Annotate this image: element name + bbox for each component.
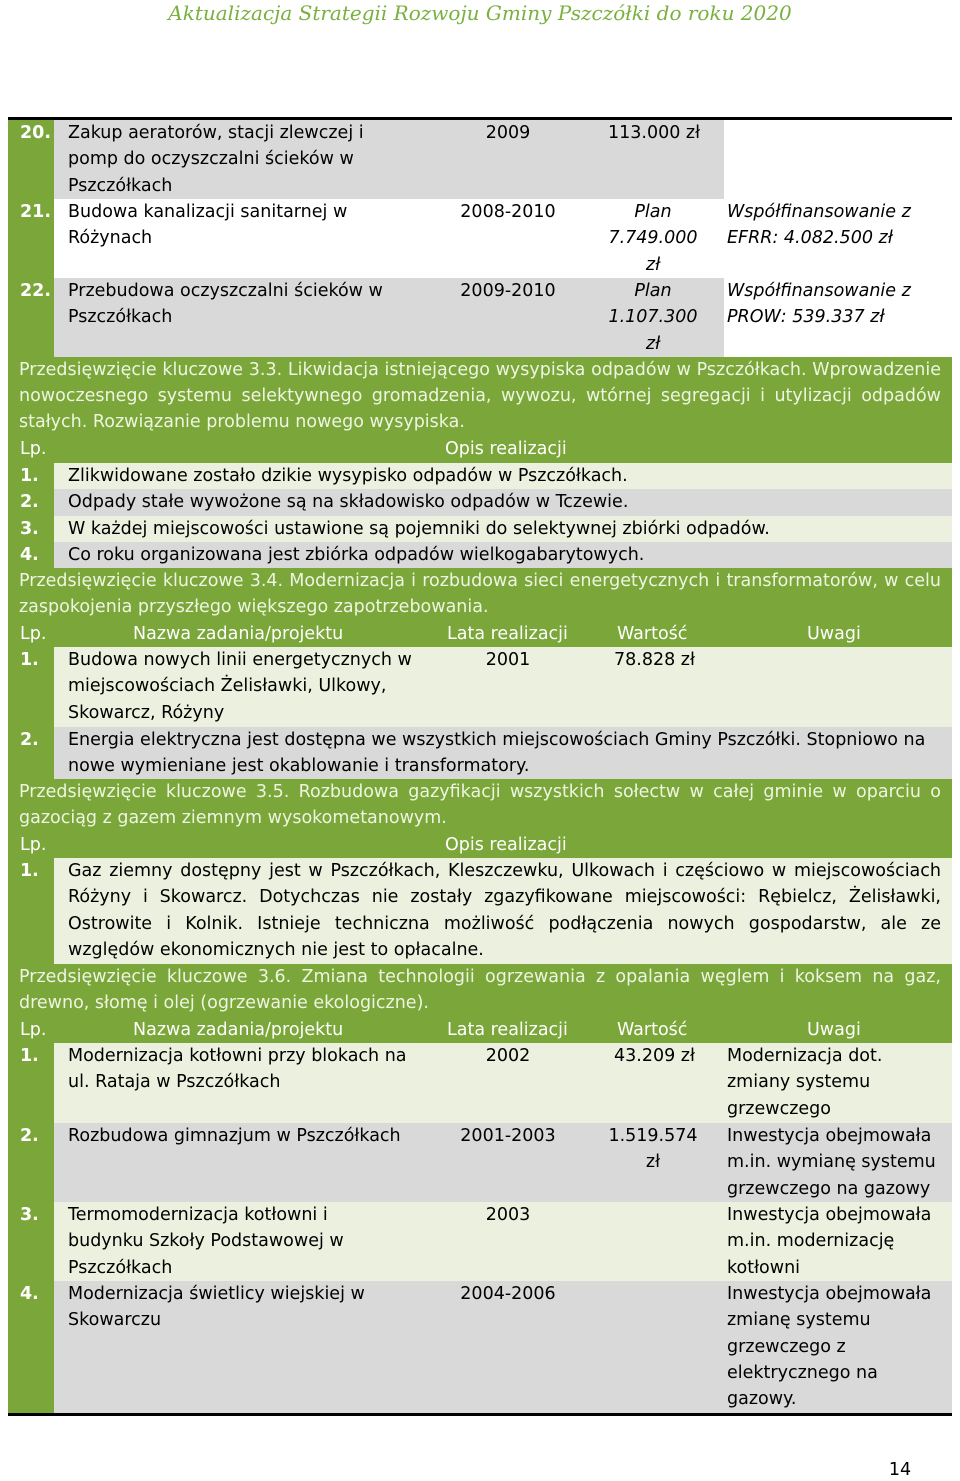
- list-item: 3. W każdej miejscowości ustawione są pojemniki do selektywnej zbiórki odpadów.: [8, 516, 952, 542]
- table-header: Lp. Opis realizacji: [8, 436, 952, 463]
- task-years: 2004-2006: [460, 1284, 556, 1304]
- task-notes: Współfinansowanie z EFRR: 4.082.500 zł: [727, 202, 911, 249]
- task-name: Zakup aeratorów, stacji zlewczej i pomp do oczyszczalni ścieków w Pszczółkach: [68, 123, 364, 196]
- task-years: 2009-2010: [460, 281, 556, 301]
- table-row: 2. Rozbudowa gimnazjum w Pszczółkach 2001-2003 1.519.574 zł Inwestycja obejmowała m.in. wymianę systemu grzewczego na gazowy: [8, 1123, 952, 1202]
- page-header: Aktualizacja Strategii Rozwoju Gminy Pszczółki do roku 2020: [168, 1, 792, 25]
- row-number: 20.: [20, 123, 52, 143]
- section-heading: Przedsięwzięcie kluczowe 3.5. Rozbudowa gazyfikacji wszystkich sołectw w całej gminie w oparciu o gazociąg z gazem ziemnym wysokometanowym.: [8, 779, 952, 832]
- list-item: 1. Gaz ziemny dostępny jest w Pszczółkach, Kleszczewku, Ulkowach i częściowo w miejscowościach Różyny i Skowarcz. Dotychczas nie zostały zgazyfikowane miejscowości: Rębielcz, Żelisławki, Ostrowite i Kolnik. Istnieje techniczna możliwość podłączenia nowych gospodarstw, ale ze względów ekonomicznych nie jest to opłacalne.: [8, 858, 952, 964]
- table-row: [8, 199, 952, 278]
- task-years: 2002: [485, 1046, 531, 1066]
- task-value: Plan 7.749.000 zł: [608, 202, 698, 275]
- table-row: 2. Energia elektryczna jest dostępna we wszystkich miejscowościach Gminy Pszczółki. Stopniowo na nowe wymieniane jest okablowanie i transformatory.: [8, 727, 952, 779]
- task-years: 2008-2010: [460, 202, 556, 222]
- task-value: Plan 1.107.300 zł: [608, 281, 698, 354]
- table-header: Lp. Nazwa zadania/projektu Lata realizacji Wartość Uwagi: [8, 621, 952, 647]
- task-name: Termomodernizacja kotłowni i budynku Szkoły Podstawowej w Pszczółkach: [68, 1205, 344, 1278]
- table-row: 4. Modernizacja świetlicy wiejskiej w Skowarczu 2004-2006 Inwestycja obejmowała zmianę systemu grzewczego z elektrycznego na gazowy.: [8, 1281, 952, 1413]
- task-years: 2009: [485, 123, 531, 143]
- task-value: 78.828 zł: [614, 650, 695, 670]
- list-item: 1. Zlikwidowane zostało dzikie wysypisko odpadów w Pszczółkach.: [8, 463, 952, 489]
- task-name: Budowa kanalizacji sanitarnej w Różynach: [68, 202, 348, 249]
- row-number: 21.: [20, 202, 52, 222]
- row-number: 22.: [20, 281, 52, 301]
- task-name: Budowa nowych linii energetycznych w miejscowościach Żelisławki, Ulkowy, Skowarcz, Różyny: [68, 650, 412, 723]
- list-item: 4. Co roku organizowana jest zbiórka odpadów wielkogabarytowych.: [8, 542, 952, 568]
- task-notes: Modernizacja dot. zmiany systemu grzewczego: [727, 1046, 883, 1119]
- task-name: Przebudowa oczyszczalni ścieków w Pszczółkach: [68, 281, 383, 328]
- table-row: 1. Modernizacja kotłowni przy blokach na ul. Rataja w Pszczółkach 2002 43.209 zł Modernizacja dot. zmiany systemu grzewczego: [8, 1043, 952, 1123]
- task-notes: Inwestycja obejmowała m.in. wymianę systemu grzewczego na gazowy: [727, 1126, 936, 1199]
- task-notes: Współfinansowanie z PROW: 539.337 zł: [727, 281, 911, 328]
- task-years: 2003: [485, 1205, 531, 1225]
- task-name: Rozbudowa gimnazjum w Pszczółkach: [68, 1126, 401, 1146]
- page-number: 14: [888, 1460, 912, 1480]
- task-name: Modernizacja kotłowni przy blokach na ul. Rataja w Pszczółkach: [68, 1046, 407, 1093]
- task-years: 2001: [485, 650, 531, 670]
- task-notes: Inwestycja obejmowała m.in. modernizację kotłowni: [727, 1205, 932, 1278]
- task-years: 2001-2003: [460, 1126, 556, 1146]
- table-row: [8, 278, 952, 357]
- task-notes: Inwestycja obejmowała zmianę systemu grzewczego z elektrycznego na gazowy.: [727, 1284, 932, 1410]
- section-heading: Przedsięwzięcie kluczowe 3.3. Likwidacja istniejącego wysypiska odpadów w Pszczółkach. Wprowadzenie nowoczesnego systemu selektywnego gromadzenia, wywozu, wtórnej segregacji i utylizacji odpadów stałych. Rozwiązanie problemu nowego wysypiska.: [8, 357, 952, 436]
- section-heading: Przedsięwzięcie kluczowe 3.6. Zmiana technologii ogrzewania z opalania węglem i koksem na gaz, drewno, słomę i olej (ogrzewanie ekologiczne).: [8, 964, 952, 1017]
- task-value: 43.209 zł: [614, 1046, 695, 1066]
- table-header: Lp. Opis realizacji: [8, 832, 952, 858]
- list-item: 2. Odpady stałe wywożone są na składowisko odpadów w Tczewie.: [8, 489, 952, 516]
- table-bottom-rule: [8, 1413, 952, 1416]
- task-name: Modernizacja świetlicy wiejskiej w Skowarczu: [68, 1284, 365, 1331]
- task-value: 113.000 zł: [608, 123, 701, 143]
- section-heading: Przedsięwzięcie kluczowe 3.4. Modernizacja i rozbudowa sieci energetycznych i transformatorów, w celu zaspokojenia przyszłego większego zapotrzebowania.: [8, 568, 952, 621]
- table-row: [8, 120, 952, 199]
- task-value: 1.519.574 zł: [608, 1126, 698, 1173]
- table-row: 1. Budowa nowych linii energetycznych w miejscowościach Żelisławki, Ulkowy, Skowarcz, Różyny 2001 78.828 zł: [8, 647, 952, 727]
- table-header: Lp. Nazwa zadania/projektu Lata realizacji Wartość Uwagi: [8, 1017, 952, 1043]
- table-row: 3. Termomodernizacja kotłowni i budynku Szkoły Podstawowej w Pszczółkach 2003 Inwestycja obejmowała m.in. modernizację kotłowni: [8, 1202, 952, 1281]
